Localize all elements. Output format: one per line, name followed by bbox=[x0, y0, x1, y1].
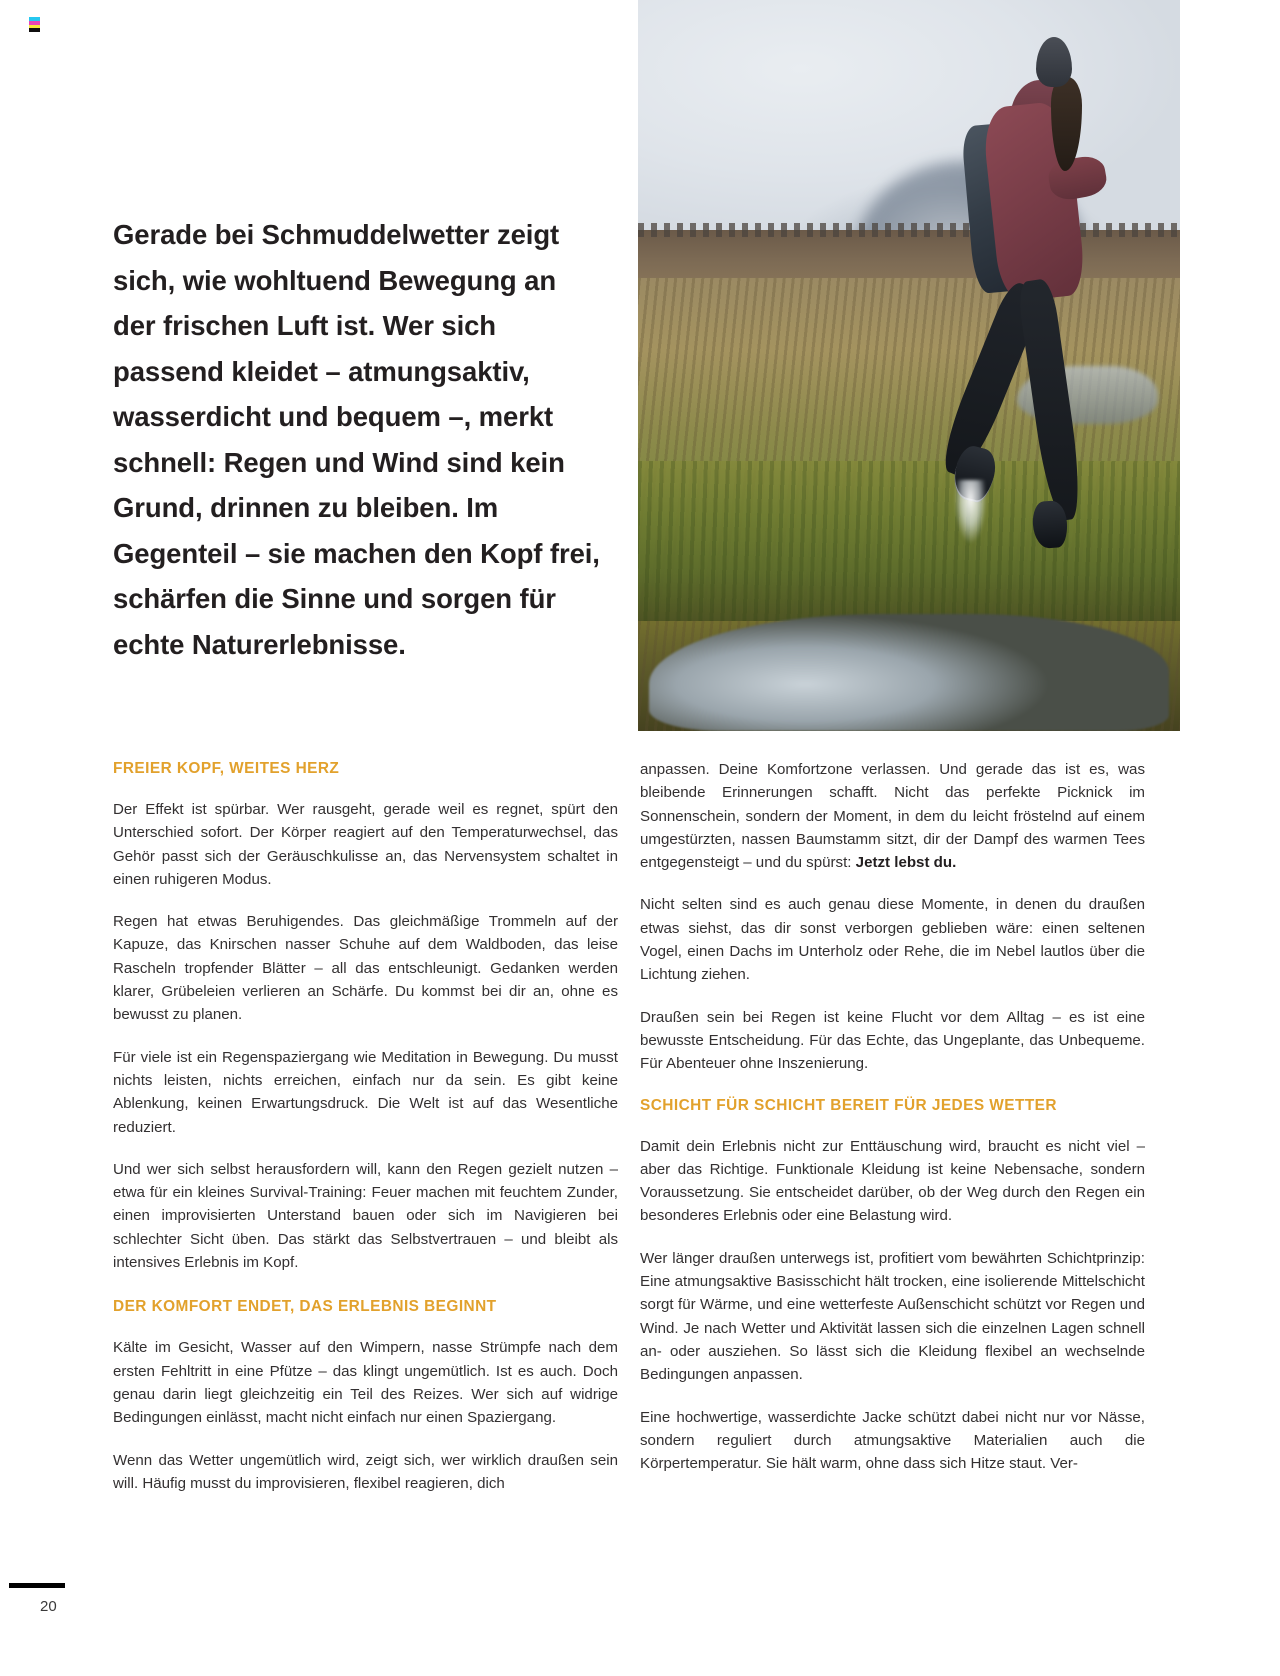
water-splash bbox=[950, 480, 992, 574]
paragraph-left-1: Der Effekt ist spürbar. Wer rausgeht, gerade weil es regnet, spürt den Unterschied sofort. Der Körper reagiert auf den Temperaturwechsel, das Gehör passt sich der Geräuschkulisse an, das Nervensystem schaltet in einen ruhigeren Modus. bbox=[113, 801, 618, 888]
paragraph-right-1 bbox=[640, 758, 1145, 874]
paragraph-left-3: Für viele ist ein Regenspaziergang wie Meditation in Bewegung. Du musst nichts leisten, nichts erreichen, einfach nur da sein. Es gibt keine Ablenkung, keinen Erwartungsdruck. Die Welt ist auf das Wesentliche reduziert. bbox=[113, 1048, 618, 1136]
paragraph-right-5: Wer länger draußen unterwegs ist, profitiert vom bewährten Schichtprinzip: Eine atmungsaktive Basisschicht hält trocken, eine isolierende Mittelschicht sorgt für Wärme, und eine wetterfeste Außenschicht schützt vor Regen und Wind. Je nach Wetter und Aktivität lassen sich die einzelnen Lagen schnell an- oder ausziehen. So lässt sich die Kleidung flexibel an wechselnde Bedingungen anpassen. bbox=[640, 1249, 1145, 1384]
cmyk-registration-bar bbox=[29, 17, 40, 32]
runner-beanie bbox=[1036, 37, 1072, 87]
hero-photo bbox=[638, 0, 1180, 731]
registration-swatch-black bbox=[29, 28, 40, 32]
body-column-left bbox=[113, 758, 618, 1495]
paragraph-right-4: Damit dein Erlebnis nicht zur Enttäuschung wird, braucht es nicht viel – aber das Richtige. Funktionale Kleidung ist keine Nebensache, sondern Voraussetzung. Sie entscheidet darüber, ob der Weg durch den Regen ein besonderes Erlebnis oder eine Belastung wird. bbox=[640, 1137, 1145, 1225]
body-column-right bbox=[640, 758, 1145, 1475]
paragraph-left-4: Und wer sich selbst herausfordern will, kann den Regen gezielt nutzen – etwa für ein kleines Survival-Training: Feuer machen mit feuchtem Zunder, einen improvisierten Unterstand bauen oder sich im Navigieren bei schlechter Sicht üben. Das stärkt das Selbstvertrauen – und bleibt als intensives Erlebnis im Kopf. bbox=[113, 1160, 618, 1272]
lead-paragraph: Gerade bei Schmuddelwetter zeigt sich, wie wohltuend Bewegung an der frischen Luft ist. Wer sich passend kleidet – atmungsaktiv, wasserdicht und bequem –, merkt schnell: Regen und Wind sind kein Grund, drinnen zu bleiben. Im Gegenteil – sie machen den Kopf frei, schärfen die Sinne und sorgen für echte Naturerlebnisse. bbox=[113, 219, 600, 660]
paragraph-right-6: Eine hochwertige, wasserdichte Jacke schützt dabei nicht nur vor Nässe, sondern reguliert durch atmungsaktive Materialien auch die Körpertemperatur. Sie hält warm, ohne dass sich Hitze staut. Ver- bbox=[640, 1408, 1145, 1473]
section-heading-schicht-fuer-schicht: SCHICHT FÜR SCHICHT BEREIT FÜR JEDES WETTER bbox=[640, 1096, 1057, 1114]
paragraph-left-6: Wenn das Wetter ungemütlich wird, zeigt sich, wer wirklich draußen sein will. Häufig musst du improvisieren, flexibel reagieren, dich bbox=[113, 1451, 618, 1492]
section-heading-freier-kopf: FREIER KOPF, WEITES HERZ bbox=[113, 760, 340, 777]
page-number: 20 bbox=[40, 1598, 57, 1615]
paragraph-right-3: Draußen sein bei Regen ist keine Flucht vor dem Alltag – es ist eine bewusste Entscheidung. Für das Echte, das Ungeplante, das Unbequeme. Für Abenteuer ohne Inszenierung. bbox=[640, 1008, 1145, 1073]
footer-rule bbox=[9, 1583, 65, 1588]
emphasis-jetzt-lebst-du: Jetzt lebst du. bbox=[855, 854, 957, 872]
paragraph-left-2: Regen hat etwas Beruhigendes. Das gleichmäßige Trommeln auf der Kapuze, das Knirschen nasser Schuhe auf dem Waldboden, das leise Rascheln tropfender Blätter – all das entschleunigt. Gedanken werden klarer, Grübeleien verlieren an Schärfe. Du kommst bei dir an, ohne es bewusst zu planen. bbox=[113, 913, 618, 1024]
paragraph-right-2: Nicht selten sind es auch genau diese Momente, in denen du draußen etwas siehst, das dir sonst verborgen geblieben wäre: einen seltenen Vogel, einen Dachs im Unterholz oder Rehe, die im Nebel lautlos über die Lichtung ziehen. bbox=[640, 896, 1145, 984]
paragraph-left-5: Kälte im Gesicht, Wasser auf den Wimpern, nasse Strümpfe nach dem ersten Fehltritt in eine Pfütze – das klingt ungemütlich. Ist es auch. Doch genau darin liegt gleichzeitig ein Teil des Reizes. Wer sich auf widrige Bedingungen einlässt, macht nicht einfach nur einen Spaziergang. bbox=[113, 1339, 618, 1427]
paragraph-right-1-text: anpassen. Deine Komfortzone verlassen. Und gerade das ist es, was bleibende Erinnerungen schafft. Nicht das perfekte Picknick im Sonnenschein, sondern der Moment, in dem du leicht fröstelnd auf einem umgestürzten, nassen Baumstamm sitzt, dir der Dampf des warmen Tees entgegensteigt – und du spürst: bbox=[640, 761, 1145, 872]
section-heading-der-komfort: DER KOMFORT ENDET, DAS ERLEBNIS BEGINNT bbox=[113, 1298, 497, 1316]
runner-leg-front bbox=[1016, 277, 1086, 522]
photo-runner bbox=[887, 37, 1147, 710]
